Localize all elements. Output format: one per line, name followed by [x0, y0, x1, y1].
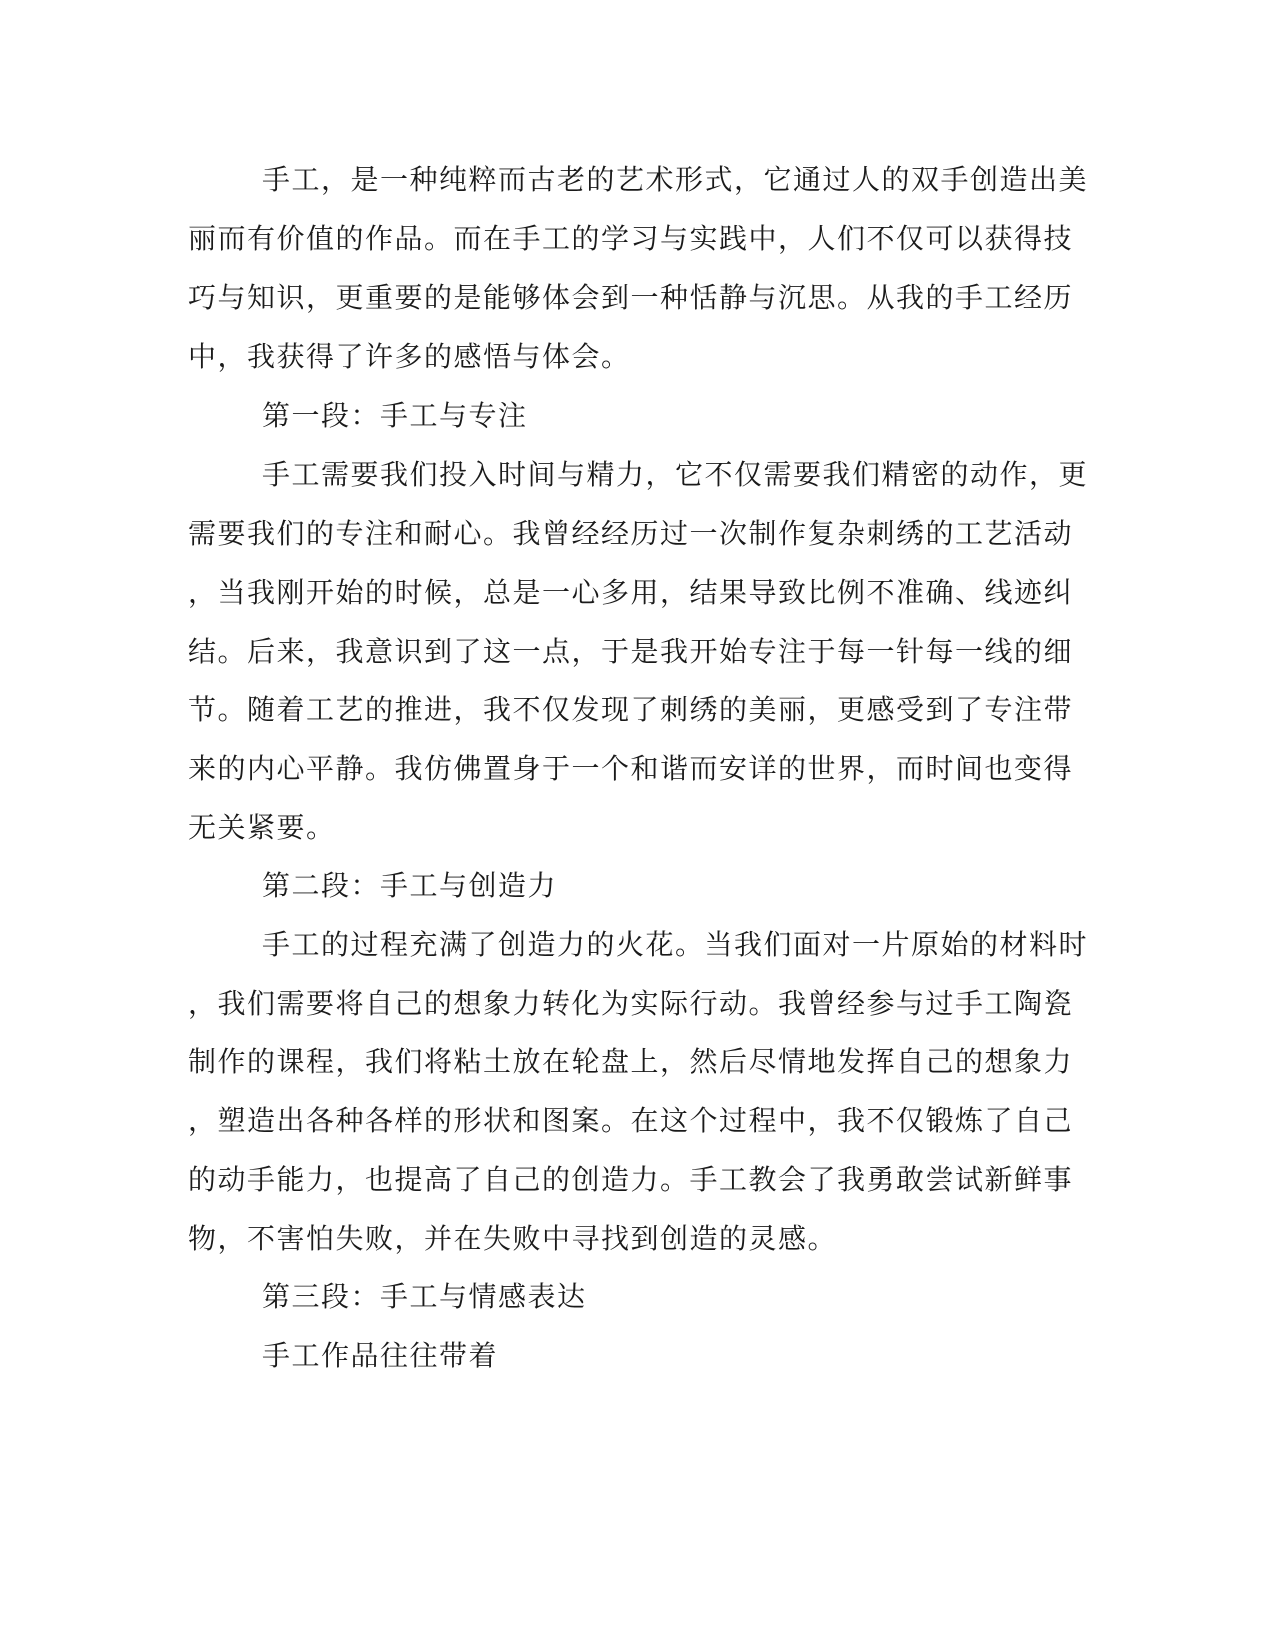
section-heading-1: 第一段：手工与专注 — [262, 399, 528, 432]
section2-line-4: ，塑造出各种各样的形状和图案。在这个过程中，我不仅锻炼了自己 — [188, 1104, 1074, 1137]
section1-line-7: 无关紧要。 — [188, 811, 336, 844]
section1-line-5: 节。随着工艺的推进，我不仅发现了刺绣的美丽，更感受到了专注带 — [188, 693, 1074, 726]
section2-line-3: 制作的课程，我们将粘土放在轮盘上，然后尽情地发挥自己的想象力 — [188, 1045, 1074, 1078]
section1-line-3: ，当我刚开始的时候，总是一心多用，结果导致比例不准确、线迹纠 — [188, 576, 1074, 609]
section3-line-1: 手工作品往往带着 — [262, 1339, 499, 1372]
section1-line-6: 来的内心平静。我仿佛置身于一个和谐而安详的世界，而时间也变得 — [188, 752, 1074, 785]
section2-line-1: 手工的过程充满了创造力的火花。当我们面对一片原始的材料时 — [262, 928, 1089, 961]
section2-line-2: ，我们需要将自己的想象力转化为实际行动。我曾经参与过手工陶瓷 — [188, 987, 1074, 1020]
section2-line-5: 的动手能力，也提高了自己的创造力。手工教会了我勇敢尝试新鲜事 — [188, 1163, 1074, 1196]
section2-line-6: 物，不害怕失败，并在失败中寻找到创造的灵感。 — [188, 1222, 838, 1255]
intro-line-2: 丽而有价值的作品。而在手工的学习与实践中，人们不仅可以获得技 — [188, 222, 1074, 255]
section1-line-1: 手工需要我们投入时间与精力，它不仅需要我们精密的动作，更 — [262, 458, 1089, 491]
intro-line-1: 手工，是一种纯粹而古老的艺术形式，它通过人的双手创造出美 — [262, 163, 1089, 196]
section-heading-3: 第三段：手工与情感表达 — [262, 1280, 587, 1313]
section1-line-2: 需要我们的专注和耐心。我曾经经历过一次制作复杂刺绣的工艺活动 — [188, 517, 1074, 550]
intro-line-3: 巧与知识，更重要的是能够体会到一种恬静与沉思。从我的手工经历 — [188, 281, 1074, 314]
intro-line-4: 中，我获得了许多的感悟与体会。 — [188, 340, 631, 373]
section-heading-2: 第二段：手工与创造力 — [262, 869, 558, 902]
section1-line-4: 结。后来，我意识到了这一点，于是我开始专注于每一针每一线的细 — [188, 635, 1074, 668]
